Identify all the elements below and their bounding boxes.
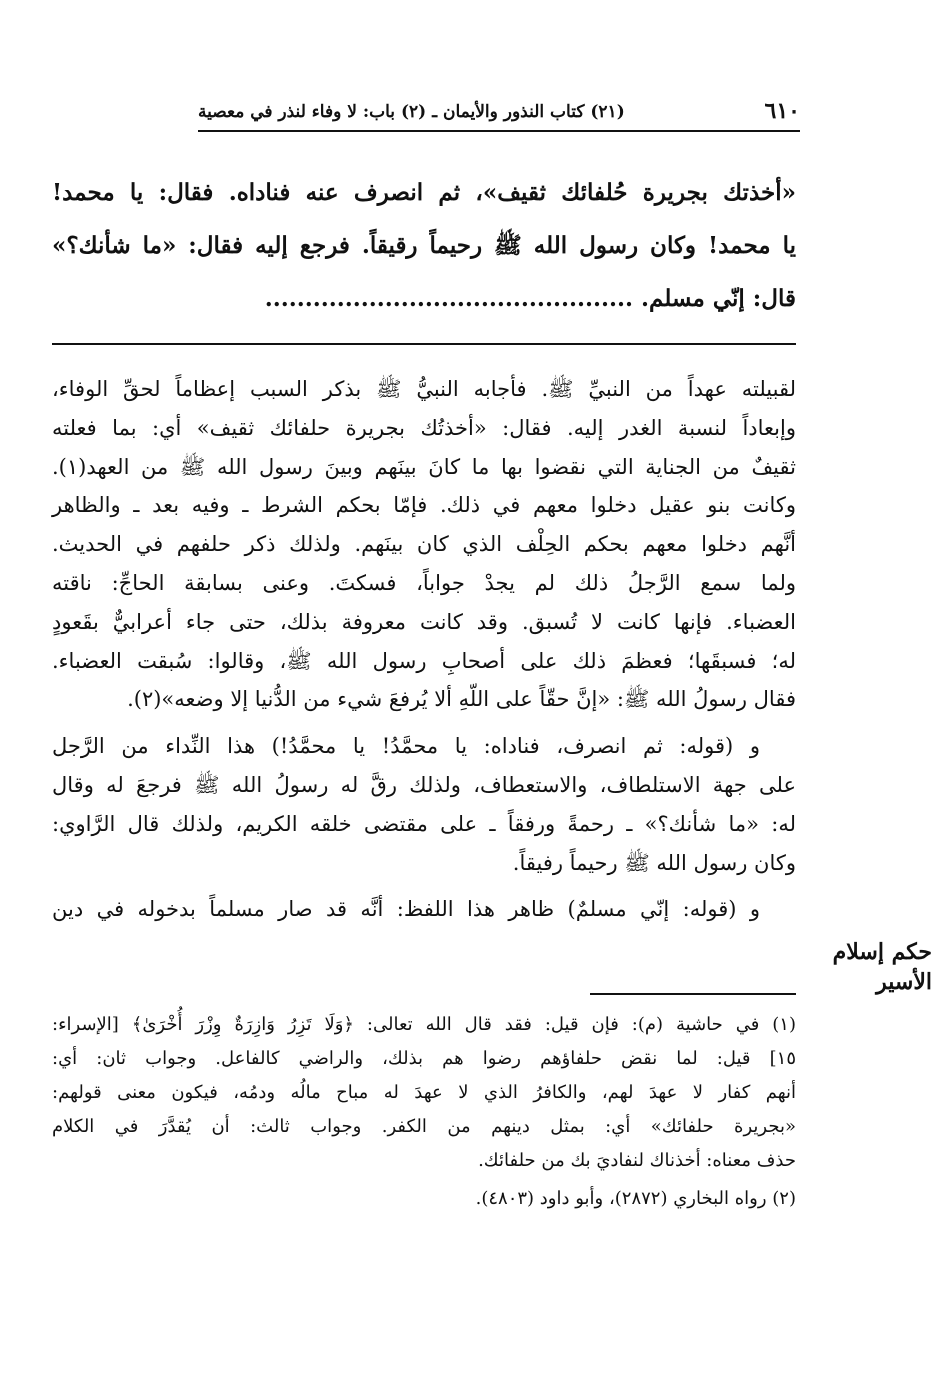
ellipsis-dots: .............................................. xyxy=(264,285,634,312)
footnote-1 xyxy=(52,1008,796,1178)
hadith-line-text: قال: إنّي مسلم. xyxy=(641,285,796,312)
page-header xyxy=(198,96,800,132)
section-divider xyxy=(52,343,796,345)
running-title: (٢١) كتاب النذور والأيمان ـ (٢) باب: لا وفاء لنذر في معصية xyxy=(198,102,625,122)
footnote-line: أنهم كفار لا عهدَ لهم، والكافرُ الذي لا عهدَ له مباح مالُه ودمُه، فيكون معنى قولهم: xyxy=(52,1082,796,1103)
footnote-line: ١٥] قيل: لما نقض حلفاؤهم رضوا هم بذلك، والراضي كالفاعل. وجواب ثان: أي: xyxy=(52,1048,796,1069)
commentary-paragraph xyxy=(52,727,796,882)
commentary-line: لقبيلته عهداً من النبيِّ ﷺ. فأجابه النبيُّ ﷺ بذكر السبب إعظاماً لحقِّ الوفاء، xyxy=(52,377,796,401)
commentary-line: أنَّهم دخلوا معهم بحكم الحِلْف الذي كان بينَهم. ولذلك ذكر حلفهم في الحديث. xyxy=(52,532,796,557)
commentary-line: العضباء. فإنها كانت لا تُسبق. وقد كانت معروفة بذلك، حتى جاء أعرابيٌّ بقَعودٍ xyxy=(52,609,796,634)
commentary-paragraph xyxy=(52,890,796,929)
commentary-line: على جهة الاستلطاف، والاستعطاف، ولذلك رقَّ له رسولُ الله ﷺ فرجعَ له وقال xyxy=(52,772,796,797)
margin-heading xyxy=(832,937,932,997)
footnote-line: حذف معناه: أخذناك لنفاديَ بك من حلفائك. xyxy=(478,1150,796,1171)
commentary-line: ولما سمع الرَّجلُ ذلك لم يجدْ جواباً، فسكتَ. وعنى بسابقة الحاجِّ: ناقته xyxy=(52,570,796,595)
commentary-line: وإبعاداً لنسبة الغدر إليه. فقال: «أخذتُك بجريرة حلفائك ثقيف» أي: بما فعلته xyxy=(52,415,796,440)
page-number: ٦١٠ xyxy=(764,98,800,124)
commentary-line: له: «ما شأنك؟» ـ رحمةً ورفقاً ـ على مقتضى خلقه الكريم، ولذلك قال الرَّاوي: xyxy=(52,811,796,836)
footnote-line: (٢) رواه البخاري (٢٨٧٢)، وأبو داود (٤٨٠٣). xyxy=(475,1188,796,1209)
commentary-line: ثقيفٌ من الجناية التي نقضوا بها ما كانَ بينَهم وبينَ رسول الله ﷺ من العهد(١). xyxy=(52,454,796,479)
footnotes xyxy=(52,1008,796,1216)
commentary xyxy=(52,370,796,929)
footnote-line: «بجريرة حلفائك» أي: بمثل دينهم من الكفر. وجواب ثالث: أن يُقدَّرَ في الكلام xyxy=(52,1116,796,1137)
commentary-line: وكانت بنو عقيل دخلوا معهم في ذلك. فإمّا بحكم الشرط ـ وفيه بعد ـ والظاهر xyxy=(52,493,796,518)
hadith-line: يا محمد! وكان رسول الله ﷺ رحيماً رقيقاً. فرجع إليه فقال: «ما شأنك؟» xyxy=(52,232,796,259)
commentary-line: و (قوله: ثم انصرف، فناداه: يا محمَّدُ! يا محمَّدُ!) هذا النِّداء من الرَّجل xyxy=(52,734,760,759)
footnote-divider xyxy=(590,993,796,995)
commentary-line: و (قوله: إنّي مسلمٌ) ظاهر هذا اللفظ: أنَّه قد صار مسلماً بدخوله في دين xyxy=(52,897,760,922)
margin-heading-line: حكم إسلام xyxy=(832,939,932,965)
margin-heading-line: الأسير xyxy=(876,969,932,995)
commentary-line: له؛ فسبقَها؛ فعظمَ ذلك على أصحابِ رسول الله ﷺ، وقالوا: سُبقت العضباء. xyxy=(52,648,796,673)
commentary-line: وكان رسول الله ﷺ رحيماً رفيقاً. xyxy=(512,850,796,875)
hadith-line xyxy=(52,272,796,325)
footnote-2 xyxy=(52,1182,796,1216)
hadith-text xyxy=(52,166,796,325)
hadith-line: «أخذتك بجريرة حُلفائك ثقيف»، ثم انصرف عنه فناداه. فقال: يا محمد! xyxy=(52,179,796,206)
footnote-line: (١) في حاشية (م): فإن قيل: فقد قال الله تعالى: ﴿وَلَا تَزِرُ وَازِرَةٌ وِزْرَ أُخْرَىٰ﴾ [الإسراء: xyxy=(52,1014,796,1035)
commentary-paragraph xyxy=(52,370,796,719)
commentary-line: فقال رسولُ الله ﷺ: «إنَّ حقّاً على اللّهِ ألا يُرفعَ شيء من الدُّنيا إلا وضعه»(٢). xyxy=(127,687,796,712)
